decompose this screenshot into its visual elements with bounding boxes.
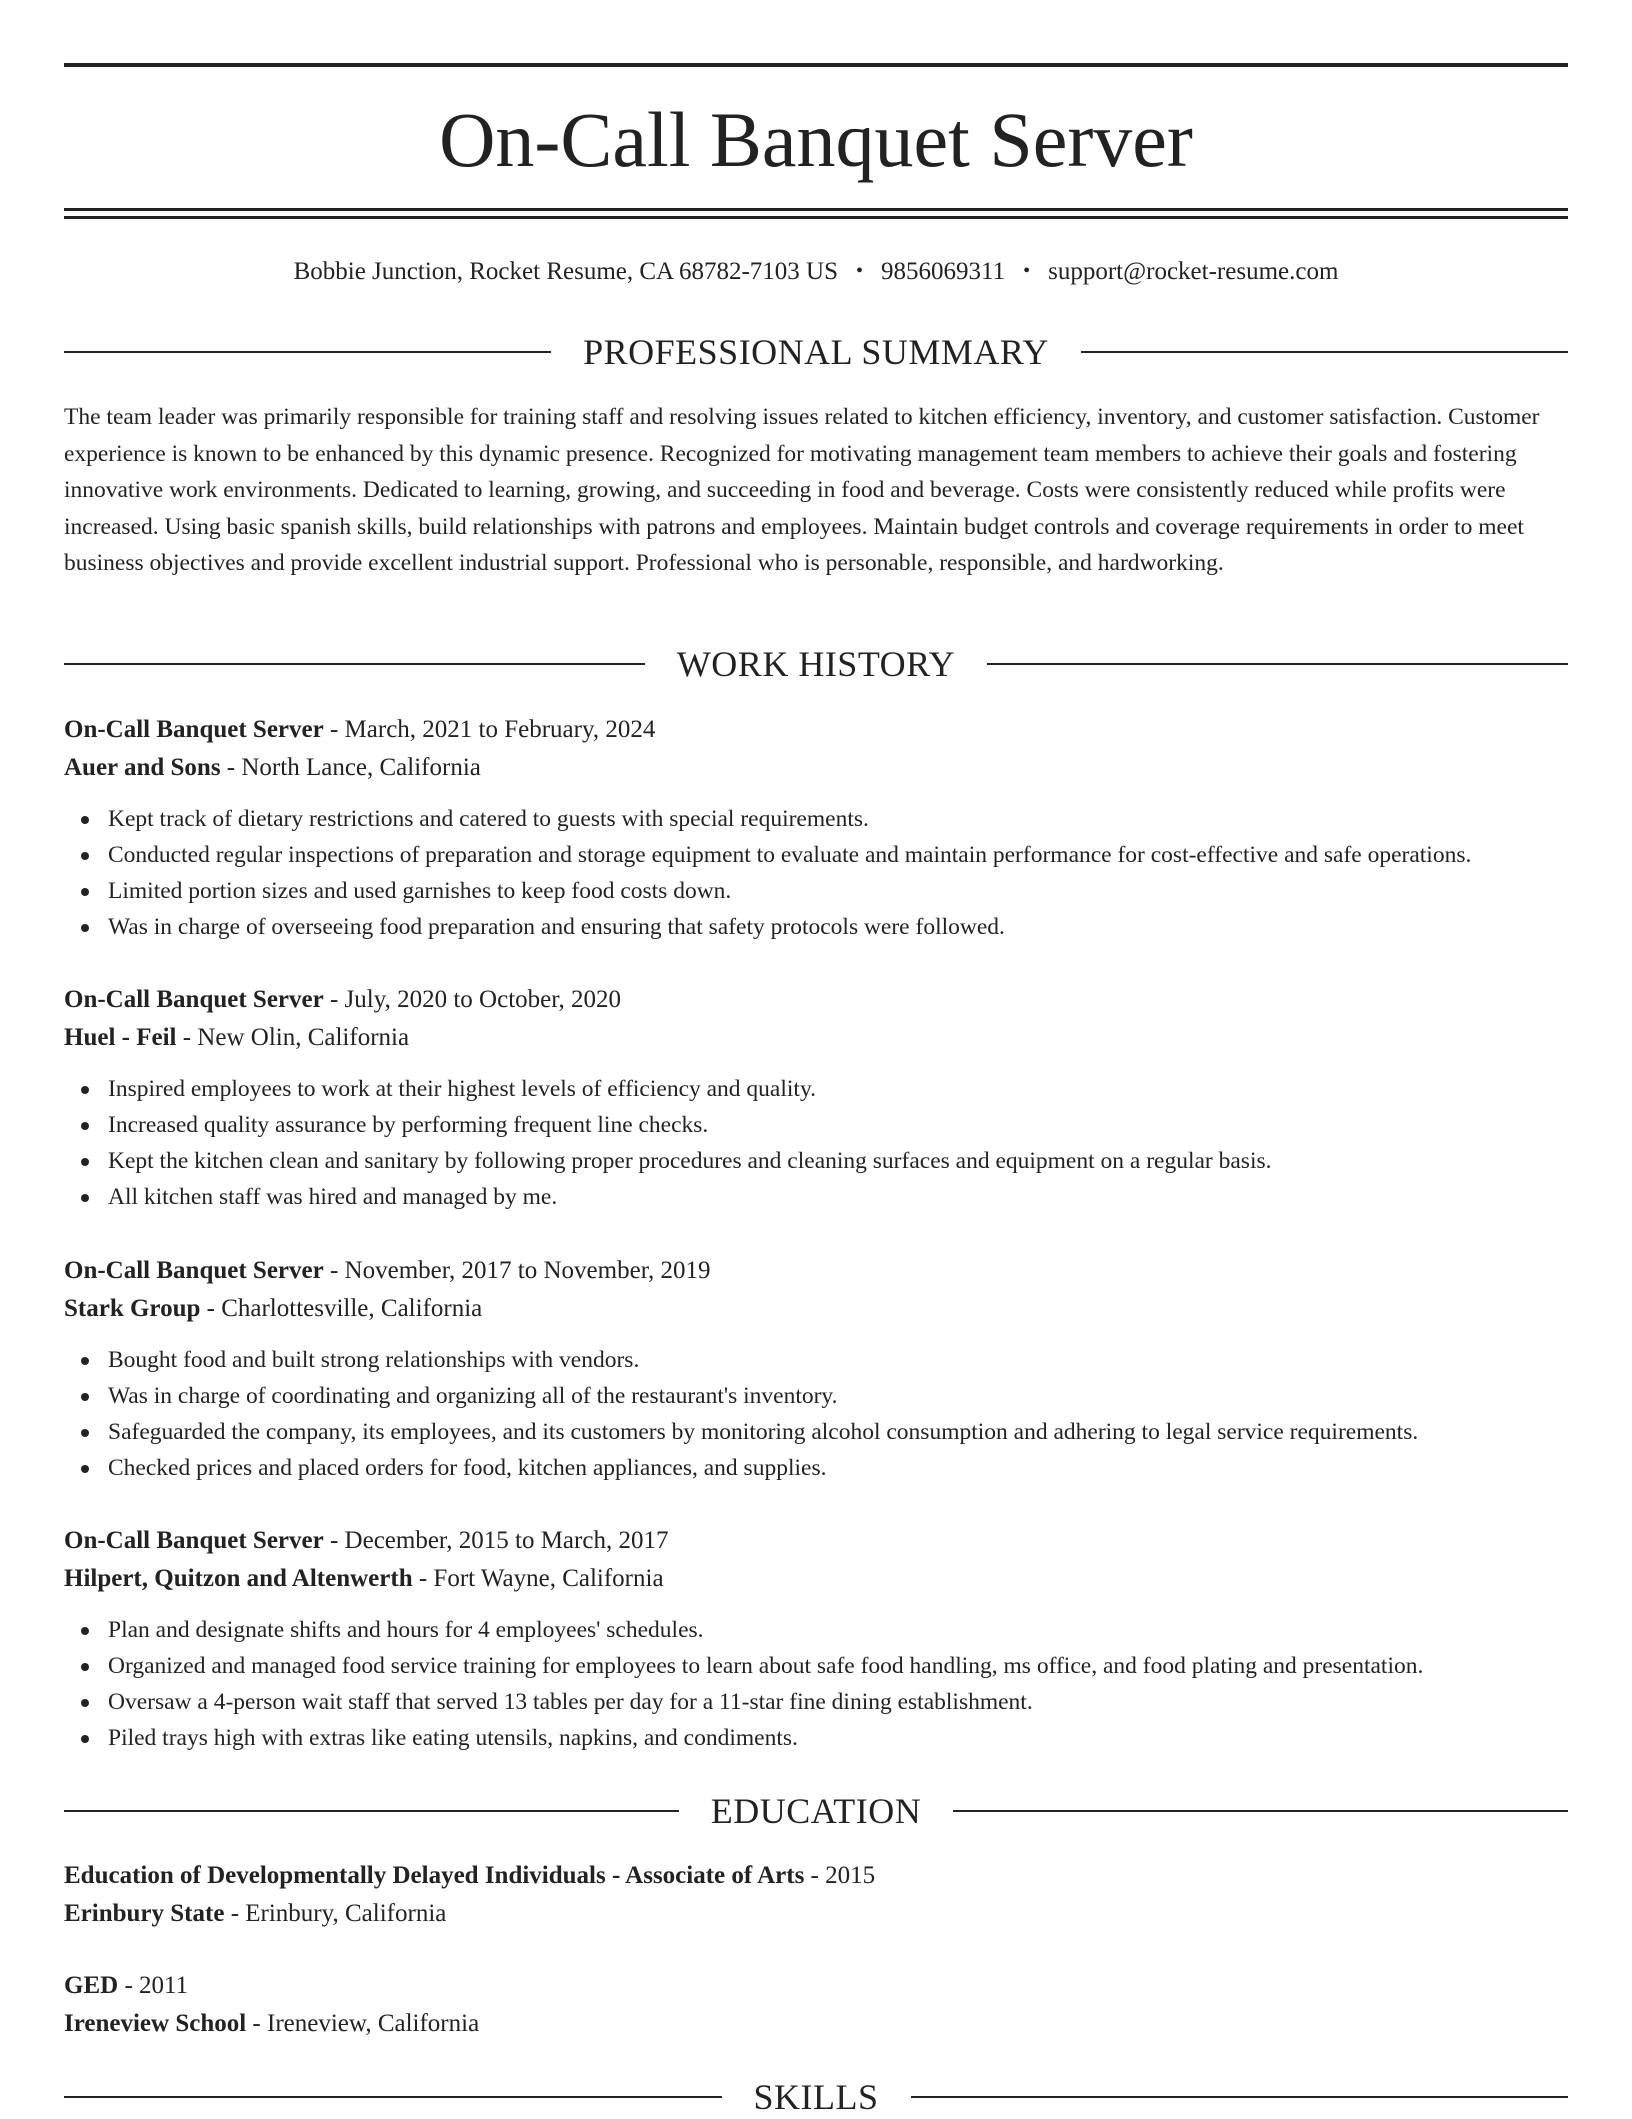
heading-rule-left bbox=[64, 663, 645, 665]
job-bullet: Safeguarded the company, its employees, and its customers by monitoring alcohol consumption and adhering to legal service requirements. bbox=[108, 1414, 1568, 1450]
heading-rule-left bbox=[64, 1810, 679, 1812]
contact-separator: • bbox=[856, 260, 864, 282]
heading-rule-right bbox=[1081, 351, 1568, 353]
section-title: SKILLS bbox=[753, 2077, 879, 2117]
job-dates: - July, 2020 to October, 2020 bbox=[323, 986, 622, 1013]
job-bullets bbox=[64, 1612, 1568, 1756]
job-location: - New Olin, California bbox=[176, 1024, 410, 1051]
education-degree-line bbox=[64, 1967, 1568, 2005]
resume-title: On-Call Banquet Server bbox=[439, 96, 1193, 183]
job-bullet: Oversaw a 4-person wait staff that served 13 tables per day for a 11-star fine dining establishment. bbox=[108, 1684, 1568, 1720]
header-double-rule-lower bbox=[64, 216, 1568, 219]
contact-phone: 9856069311 bbox=[881, 258, 1006, 285]
section-title: WORK HISTORY bbox=[676, 644, 956, 684]
section-title: EDUCATION bbox=[710, 1791, 922, 1831]
job-company-line bbox=[64, 1290, 1568, 1328]
contact-address: Bobbie Junction, Rocket Resume, CA 68782-7103 US bbox=[293, 258, 838, 285]
job-entry bbox=[64, 981, 1568, 1215]
job-dates: - March, 2021 to February, 2024 bbox=[323, 716, 656, 743]
job-bullet: All kitchen staff was hired and managed by me. bbox=[108, 1179, 1568, 1215]
job-location: - North Lance, California bbox=[220, 754, 481, 781]
job-location: - Charlottesville, California bbox=[200, 1295, 483, 1322]
job-bullet: Increased quality assurance by performing frequent line checks. bbox=[108, 1107, 1568, 1143]
job-title-line bbox=[64, 1252, 1568, 1290]
education-location: - Ireneview, California bbox=[246, 2010, 480, 2037]
job-bullet: Kept the kitchen clean and sanitary by following proper procedures and cleaning surfaces and equipment on a regular basis. bbox=[108, 1143, 1568, 1179]
education-year: - 2011 bbox=[118, 1972, 189, 1999]
job-bullet: Limited portion sizes and used garnishes to keep food costs down. bbox=[108, 873, 1568, 909]
education-degree: Education of Developmentally Delayed Individuals - Associate of Arts bbox=[64, 1862, 805, 1889]
header-double-rule-upper bbox=[64, 208, 1568, 211]
job-title: On-Call Banquet Server bbox=[64, 1257, 324, 1284]
job-entry bbox=[64, 1522, 1568, 1756]
contact-email: support@rocket-resume.com bbox=[1048, 258, 1339, 285]
heading-rule-right bbox=[953, 1810, 1568, 1812]
job-bullet: Plan and designate shifts and hours for 4 employees' schedules. bbox=[108, 1612, 1568, 1648]
education-school: Ireneview School bbox=[64, 2010, 247, 2037]
section-heading-work-history bbox=[64, 642, 1568, 686]
job-bullet: Piled trays high with extras like eating utensils, napkins, and condiments. bbox=[108, 1720, 1568, 1756]
section-title: PROFESSIONAL SUMMARY bbox=[583, 332, 1049, 372]
education-school: Erinbury State bbox=[64, 1900, 225, 1927]
job-bullet: Organized and managed food service training for employees to learn about safe food handling, ms office, and food plating and presentation. bbox=[108, 1648, 1568, 1684]
job-title: On-Call Banquet Server bbox=[64, 716, 324, 743]
heading-rule-left bbox=[64, 351, 551, 353]
job-bullets bbox=[64, 1071, 1568, 1215]
header-top-rule bbox=[64, 63, 1568, 67]
summary-paragraph: The team leader was primarily responsible for training staff and resolving issues related to kitchen efficiency, inventory, and customer satisfaction. Customer experience is known to be enhanced by this dynamic presence. Recognized for motivating management team members to achieve their goals and fostering innovative work environments. Dedicated to learning, growing, and succeeding in food and beverage. Costs were consistently reduced while profits were increased. Using basic spanish skills, build relationships with patrons and employees. Maintain budget controls and coverage requirements in order to meet business objectives and provide excellent industrial support. Professional who is personable, responsible, and hardworking. bbox=[64, 404, 1540, 576]
job-entry bbox=[64, 711, 1568, 945]
job-title: On-Call Banquet Server bbox=[64, 1527, 324, 1554]
job-company-line bbox=[64, 749, 1568, 787]
job-title-line bbox=[64, 981, 1568, 1019]
education-degree-line bbox=[64, 1857, 1568, 1895]
education-location: - Erinbury, California bbox=[224, 1900, 447, 1927]
job-entry bbox=[64, 1252, 1568, 1486]
section-heading-education bbox=[64, 1789, 1568, 1833]
job-bullets bbox=[64, 1342, 1568, 1486]
job-company: Hilpert, Quitzon and Altenwerth bbox=[64, 1565, 413, 1592]
job-bullets bbox=[64, 801, 1568, 945]
education-entry bbox=[64, 1967, 1568, 2043]
section-heading-summary bbox=[64, 330, 1568, 374]
job-dates: - November, 2017 to November, 2019 bbox=[323, 1257, 711, 1284]
job-company: Huel - Feil bbox=[64, 1024, 177, 1051]
heading-rule-left bbox=[64, 2096, 722, 2098]
heading-rule-right bbox=[911, 2096, 1569, 2098]
job-title-line bbox=[64, 1522, 1568, 1560]
contact-line bbox=[64, 254, 1568, 289]
job-company-line bbox=[64, 1560, 1568, 1598]
job-location: - Fort Wayne, California bbox=[412, 1565, 664, 1592]
education-year: - 2015 bbox=[804, 1862, 876, 1889]
job-bullet: Conducted regular inspections of preparation and storage equipment to evaluate and maintain performance for cost-effective and safe operations. bbox=[108, 837, 1568, 873]
job-bullet: Was in charge of overseeing food preparation and ensuring that safety protocols were followed. bbox=[108, 909, 1568, 945]
education-school-line bbox=[64, 1895, 1568, 1933]
job-bullet: Bought food and built strong relationships with vendors. bbox=[108, 1342, 1568, 1378]
education-school-line bbox=[64, 2005, 1568, 2043]
education-entry bbox=[64, 1857, 1568, 1933]
job-bullet: Checked prices and placed orders for food, kitchen appliances, and supplies. bbox=[108, 1450, 1568, 1486]
contact-separator: • bbox=[1023, 260, 1031, 282]
heading-rule-right bbox=[987, 663, 1568, 665]
education-degree: GED bbox=[64, 1972, 119, 1999]
job-bullet: Kept track of dietary restrictions and catered to guests with special requirements. bbox=[108, 801, 1568, 837]
job-bullet: Was in charge of coordinating and organizing all of the restaurant's inventory. bbox=[108, 1378, 1568, 1414]
job-company: Stark Group bbox=[64, 1295, 201, 1322]
job-company: Auer and Sons bbox=[64, 754, 221, 781]
job-dates: - December, 2015 to March, 2017 bbox=[323, 1527, 669, 1554]
job-title: On-Call Banquet Server bbox=[64, 986, 324, 1013]
job-company-line bbox=[64, 1019, 1568, 1057]
job-bullet: Inspired employees to work at their highest levels of efficiency and quality. bbox=[108, 1071, 1568, 1107]
section-heading-skills bbox=[64, 2075, 1568, 2119]
job-title-line bbox=[64, 711, 1568, 749]
